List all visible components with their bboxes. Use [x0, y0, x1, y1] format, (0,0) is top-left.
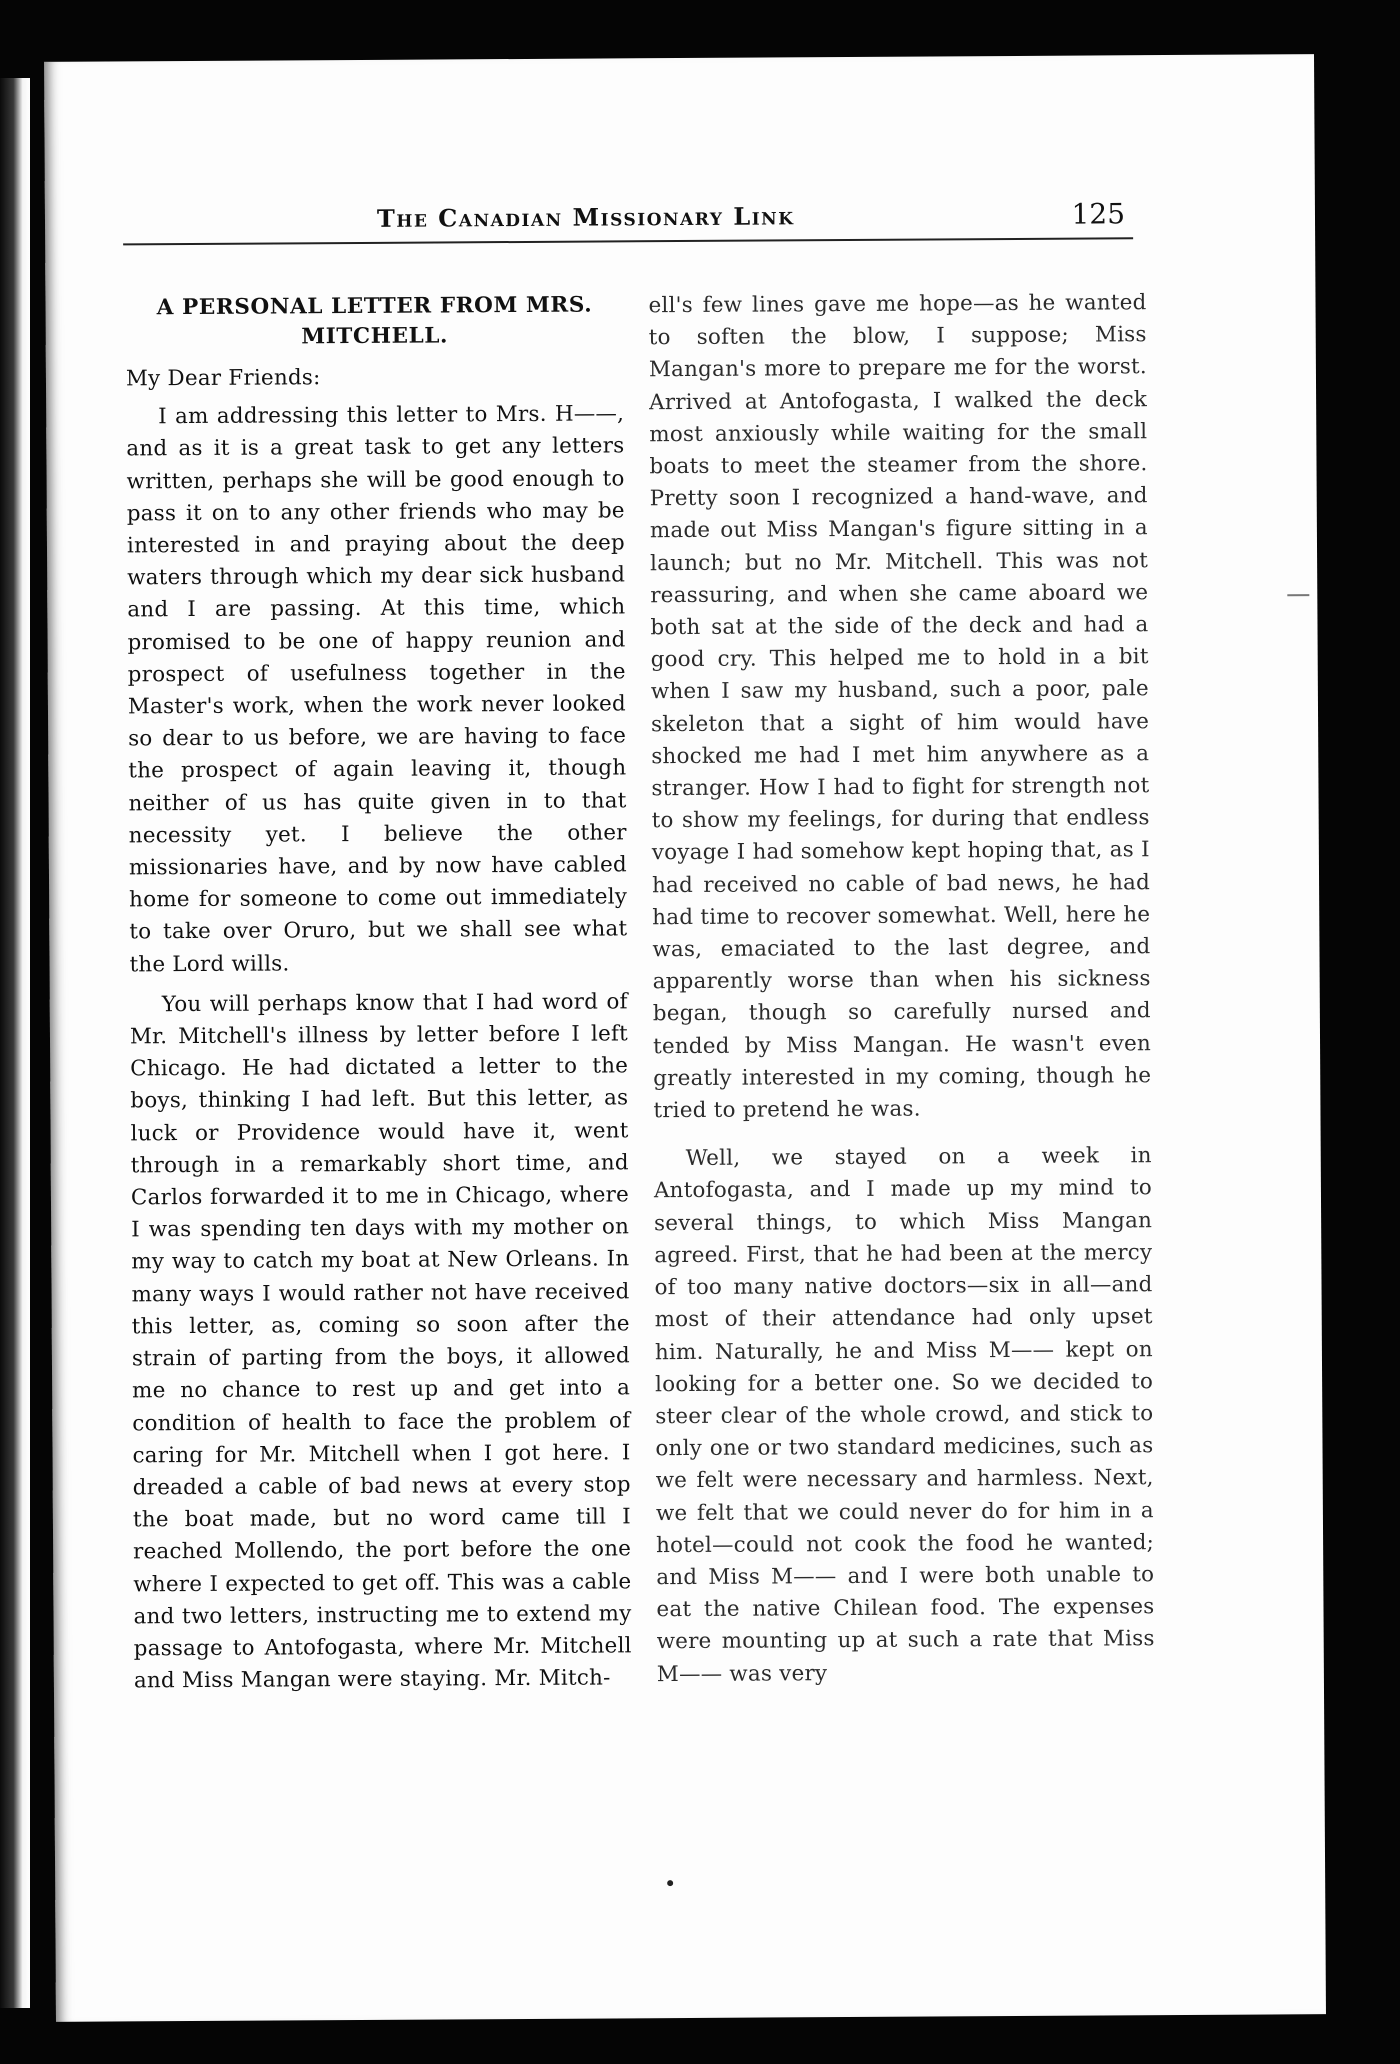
ink-speck: [667, 1880, 673, 1886]
paragraph-1: I am addressing this letter to Mrs. H——, and as it is a great task to get any letters written, perhaps she will be good enough to pass it on to any other friends who may be interested in and praying about the deep waters through which my dear sick husband and I are passing. At this time, which promised to be one of happy reunion and prospect of usefulness together in the Master's work, when the work never looked so dear to us before, we are having to face the prospect of again leaving it, though neither of us has quite given in to that necessity yet. I believe the other missionaries have, and by now have cabled home for someone to come out immediately to take over Oruro, but we shall see what the Lord wills.: [126, 401, 628, 978]
page-number: 125: [1071, 197, 1126, 231]
journal-title: The Canadian Missionary Link: [376, 201, 795, 233]
paragraph-2: You will perhaps know that I had word of Mr. Mitchell's illness by letter before I left Chicago. He had dictated a letter to the boys, thinking I had left. But this letter, as luck or Providence would have it, went through in a remarkably short time, and Carlos forwarded it to me in Chicago, where I was spending ten days with my mother on my way to catch my boat at New Orleans. In many ways I would rather not have received this letter, as, coming so soon after the strain of parting from the boys, it allowed me no chance to rest up and get into a condition of health to face the problem of caring for Mr. Mitchell when I got here. I dreaded a cable of bad news at every stop the boat made, but no word came till I reached Mollendo, the port before the one where I expected to get off. This was a cable and two letters, instructing me to extend my passage to Antofogasta, where Mr. Mitchell and Miss Mangan were staying. Mr. Mitch-: [129, 989, 632, 1694]
magazine-page: [44, 54, 1326, 2022]
margin-mark: [1287, 594, 1309, 596]
left-column: [125, 290, 632, 1705]
facing-page-edge: [0, 78, 30, 2008]
paragraph-4: Well, we stayed on a week in Antofogasta, and I made up my mind to several things, to which Miss Mangan agreed. First, that he had been at the mercy of too many native doctors—six in all—and most of their attendance had only upset him. Naturally, he and Miss M—— kept on looking for a better one. So we decided to steer clear of the whole crowd, and stick to only one or two standard medicines, such as we felt were necessary and harmless. Next, we felt that we could never do for him in a hotel—could not cook the food he wanted; and Miss M—— and I were both unable to eat the native Chilean food. The expenses were mounting up at such a rate that Miss M—— was very: [653, 1143, 1155, 1687]
right-column: [648, 287, 1155, 1699]
article-title: A PERSONAL LETTER FROM MRS. MITCHELL.: [156, 292, 593, 350]
running-head: [123, 197, 1133, 245]
greeting: My Dear Friends:: [125, 365, 321, 392]
paragraph-3: ell's few lines gave me hope—as he wanted to soften the blow, I suppose; Miss Mangan's more to prepare me for the worst. Arrived at Antofogasta, I walked the deck most anxiously while waiting for the small boats to meet the steamer from the shore. Pretty soon I recognized a hand-wave, and made out Miss Mangan's figure sitting in a launch; but no Mr. Mitchell. This was not reassuring, and when she came aboard we both sat at the side of the deck and had a good cry. This helped me to hold in a bit when I saw my husband, such a poor, pale skeleton that a sight of him would have shocked me had I met him anywhere as a stranger. How I had to fight for strength not to show my feelings, for during that endless voyage I had somehow kept hoping that, as I had received no cable of bad news, he had had time to recover somewhat. Well, here he was, emaciated to the last degree, and apparently worse than when his sickness began, though so carefully nursed and tended by Miss Mangan. He wasn't even greatly interested in my coming, though he tried to pretend he was.: [648, 290, 1152, 1124]
